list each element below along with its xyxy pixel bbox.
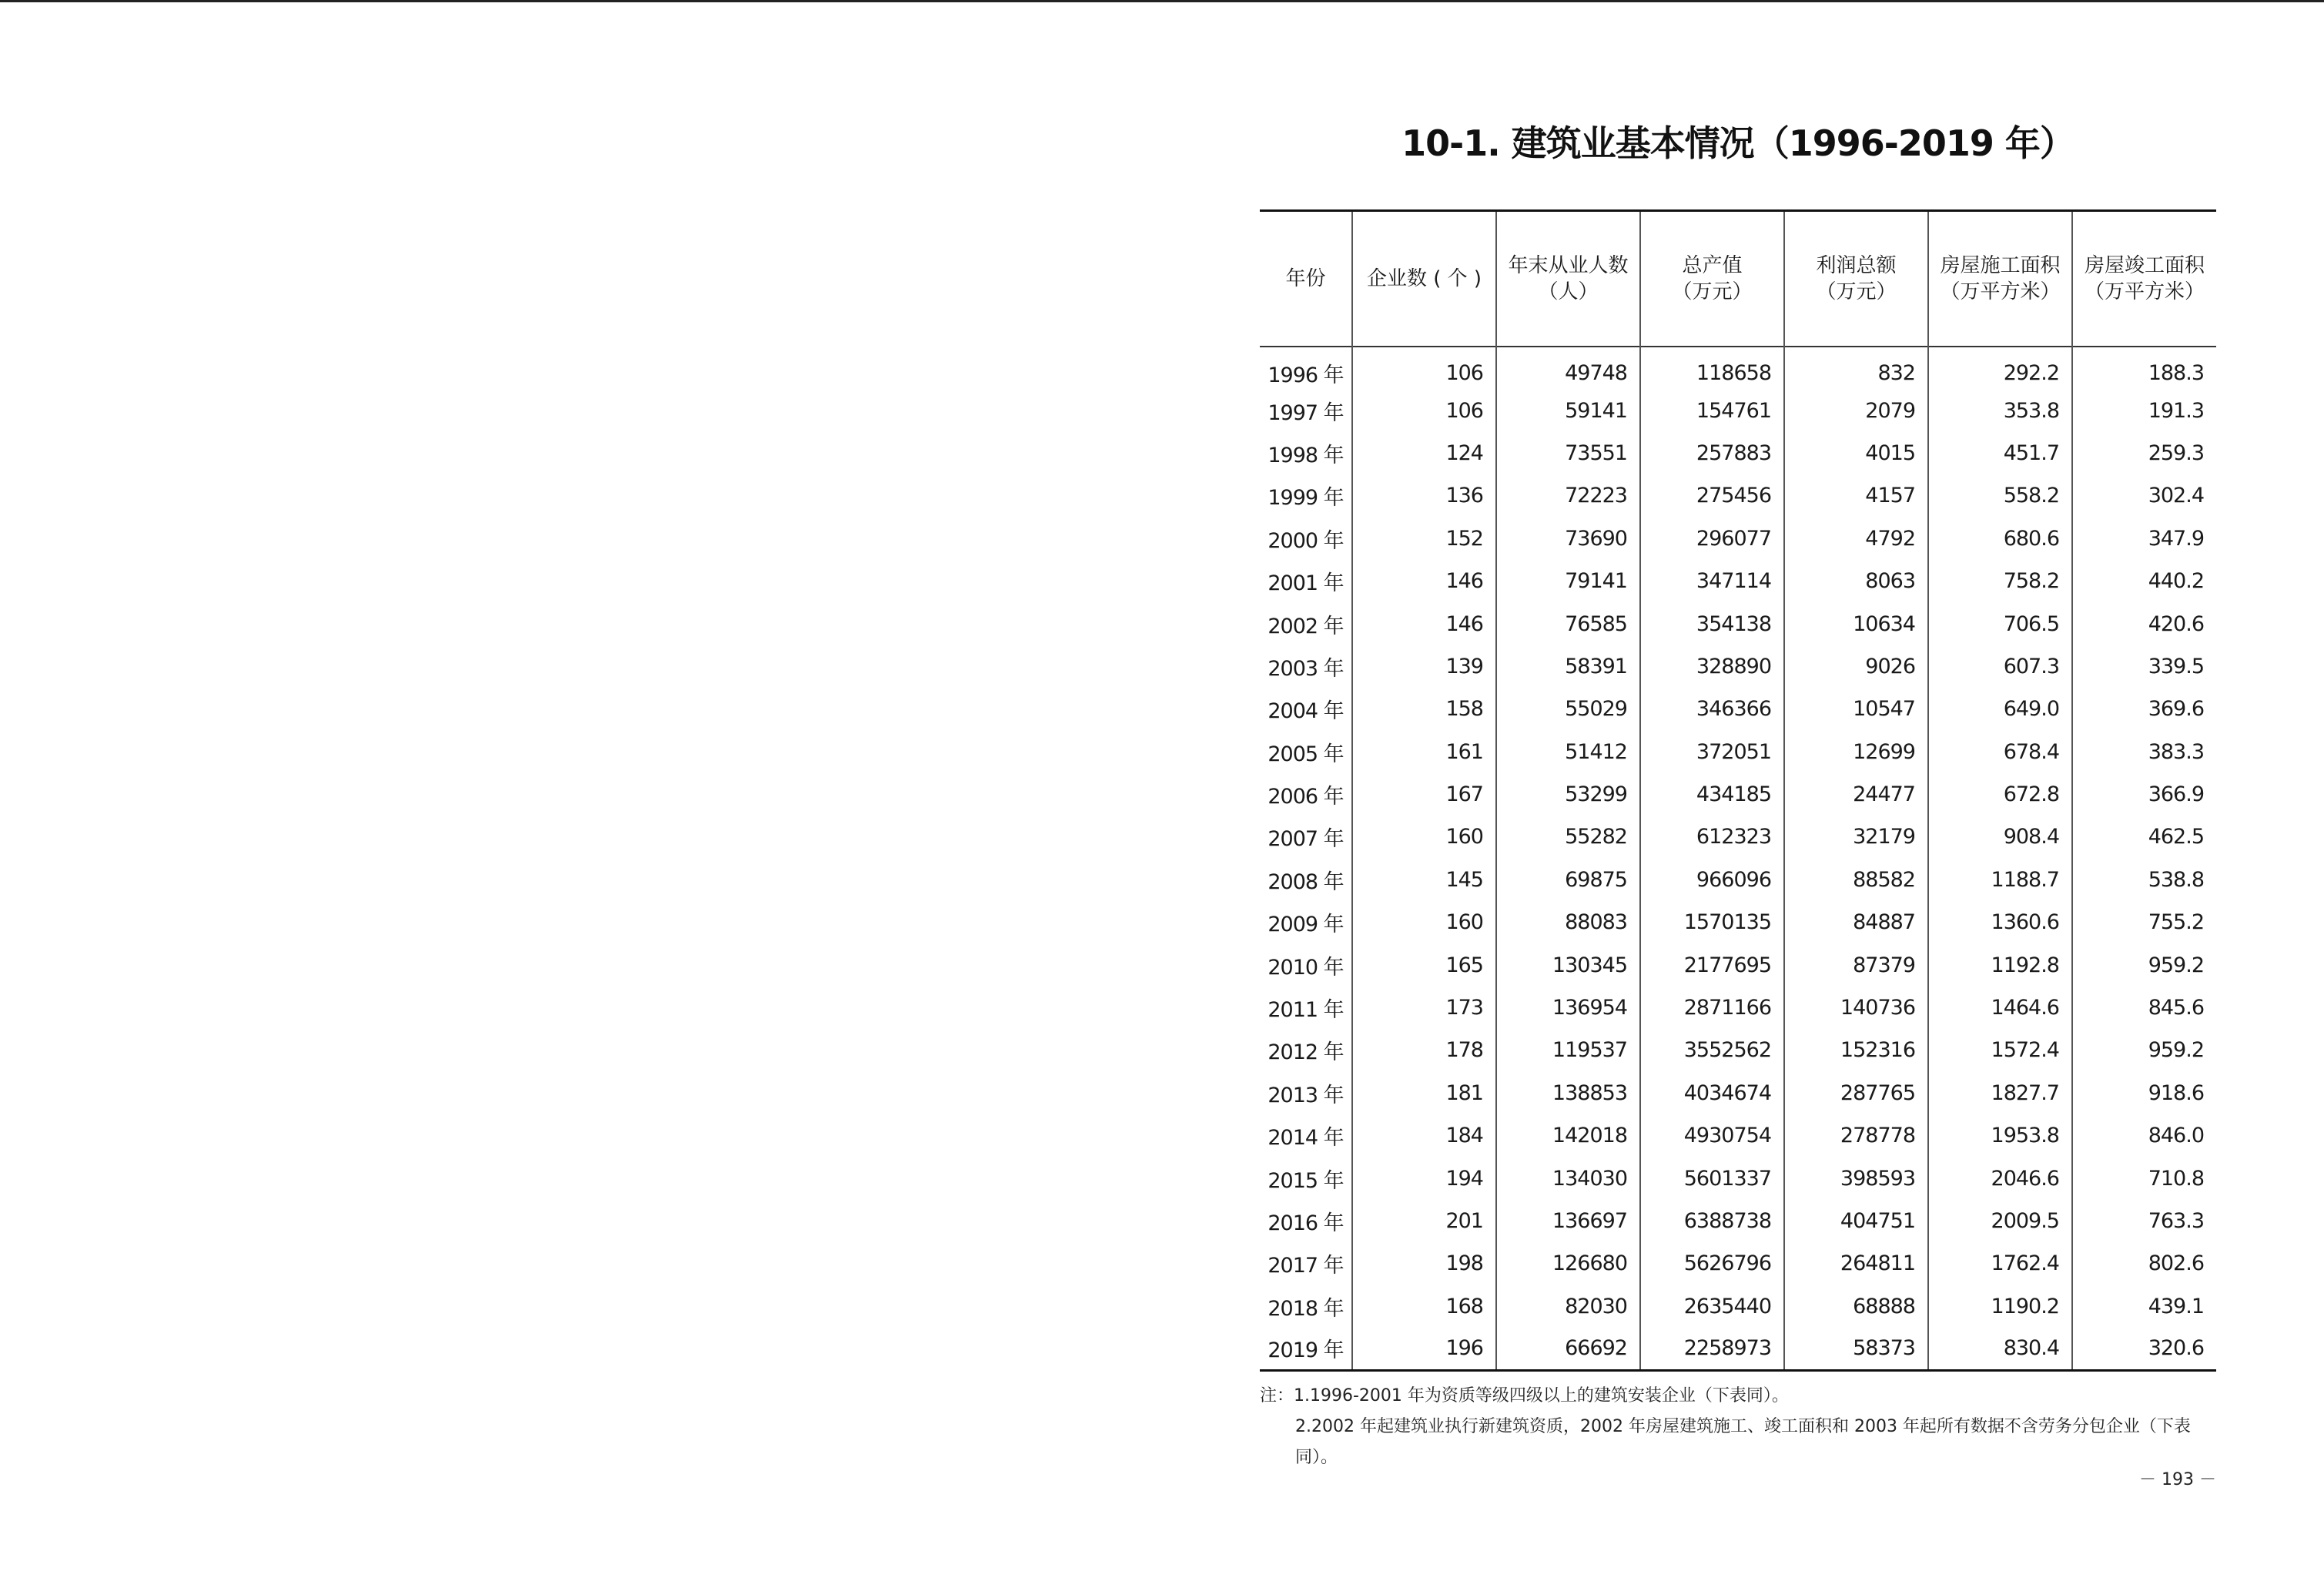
cell-total-profit: 140736 [1784, 987, 1928, 1029]
cell-employees: 55029 [1496, 688, 1640, 730]
cell-employees: 51412 [1496, 731, 1640, 773]
cell-completed-area: 802.6 [2072, 1242, 2216, 1285]
cell-construction-area: 1827.7 [1928, 1072, 2072, 1114]
cell-enterprise-count: 173 [1352, 987, 1496, 1029]
table-row [1260, 1242, 2216, 1285]
table-row [1260, 347, 2216, 389]
cell-employees: 58391 [1496, 645, 1640, 688]
cell-enterprise-count: 178 [1352, 1029, 1496, 1071]
top-border-rule [0, 0, 2324, 2]
header-unit: （万平方米） [2084, 280, 2205, 303]
cell-employees: 76585 [1496, 602, 1640, 645]
cell-completed-area: 366.9 [2072, 773, 2216, 816]
table-header-row [1260, 211, 2216, 347]
cell-year: 2017 年 [1267, 1254, 1344, 1278]
cell-employees: 126680 [1496, 1242, 1640, 1285]
cell-year: 2012 年 [1267, 1040, 1344, 1065]
cell-enterprise-count: 160 [1352, 816, 1496, 858]
cell-output-value: 6388738 [1640, 1200, 1784, 1242]
cell-enterprise-count: 158 [1352, 688, 1496, 730]
table-row [1260, 987, 2216, 1029]
cell-output-value: 4034674 [1640, 1072, 1784, 1114]
table-row [1260, 645, 2216, 688]
cell-construction-area: 451.7 [1928, 432, 2072, 474]
cell-completed-area: 320.6 [2072, 1328, 2216, 1370]
cell-enterprise-count: 184 [1352, 1114, 1496, 1157]
cell-year: 2016 年 [1267, 1211, 1344, 1235]
cell-year: 2002 年 [1267, 614, 1344, 638]
cell-output-value: 2258973 [1640, 1328, 1784, 1370]
header-label: 房屋竣工面积 [2084, 254, 2205, 277]
cell-output-value: 3552562 [1640, 1029, 1784, 1071]
cell-enterprise-count: 106 [1352, 347, 1496, 389]
cell-year: 2001 年 [1267, 571, 1344, 596]
cell-total-profit: 9026 [1784, 645, 1928, 688]
table-row [1260, 474, 2216, 517]
cell-completed-area: 439.1 [2072, 1285, 2216, 1328]
cell-output-value: 154761 [1640, 389, 1784, 431]
cell-total-profit: 2079 [1784, 389, 1928, 431]
table-row [1260, 943, 2216, 986]
table-row [1260, 1029, 2216, 1071]
table-row [1260, 432, 2216, 474]
cell-year: 2007 年 [1267, 827, 1344, 852]
cell-employees: 69875 [1496, 859, 1640, 901]
cell-employees: 119537 [1496, 1029, 1640, 1071]
cell-construction-area: 558.2 [1928, 474, 2072, 517]
header-employees [1496, 211, 1640, 347]
header-label: 企业数 ( 个 ) [1366, 267, 1482, 290]
table-row [1260, 1114, 2216, 1157]
cell-year: 2015 年 [1267, 1168, 1344, 1193]
header-label: 年份 [1285, 267, 1326, 290]
cell-enterprise-count: 168 [1352, 1285, 1496, 1328]
cell-total-profit: 264811 [1784, 1242, 1928, 1285]
table-row [1260, 560, 2216, 602]
cell-enterprise-count: 161 [1352, 731, 1496, 773]
cell-enterprise-count: 139 [1352, 645, 1496, 688]
cell-total-profit: 4015 [1784, 432, 1928, 474]
cell-total-profit: 58373 [1784, 1328, 1928, 1370]
cell-employees: 73551 [1496, 432, 1640, 474]
cell-output-value: 257883 [1640, 432, 1784, 474]
cell-year: 2004 年 [1267, 699, 1344, 724]
header-completed-area [2072, 211, 2216, 347]
cell-construction-area: 680.6 [1928, 518, 2072, 560]
cell-year: 2018 年 [1267, 1296, 1344, 1321]
cell-employees: 79141 [1496, 560, 1640, 602]
header-unit: （万元） [1672, 280, 1753, 303]
cell-employees: 88083 [1496, 901, 1640, 943]
cell-employees: 66692 [1496, 1328, 1640, 1370]
cell-year: 2008 年 [1267, 869, 1344, 894]
cell-year: 1996 年 [1267, 363, 1344, 387]
cell-output-value: 346366 [1640, 688, 1784, 730]
cell-output-value: 354138 [1640, 602, 1784, 645]
cell-enterprise-count: 194 [1352, 1157, 1496, 1199]
cell-completed-area: 959.2 [2072, 1029, 2216, 1071]
cell-enterprise-count: 160 [1352, 901, 1496, 943]
cell-employees: 49748 [1496, 347, 1640, 389]
cell-construction-area: 2046.6 [1928, 1157, 2072, 1199]
cell-employees: 130345 [1496, 943, 1640, 986]
cell-total-profit: 4157 [1784, 474, 1928, 517]
cell-output-value: 118658 [1640, 347, 1784, 389]
cell-year: 2003 年 [1267, 656, 1344, 681]
cell-enterprise-count: 145 [1352, 859, 1496, 901]
cell-completed-area: 462.5 [2072, 816, 2216, 858]
cell-construction-area: 1464.6 [1928, 987, 2072, 1029]
table-notes [1260, 1381, 2216, 1473]
table-row [1260, 901, 2216, 943]
cell-completed-area: 755.2 [2072, 901, 2216, 943]
cell-completed-area: 538.8 [2072, 859, 2216, 901]
cell-completed-area: 420.6 [2072, 602, 2216, 645]
cell-employees: 82030 [1496, 1285, 1640, 1328]
cell-year: 1998 年 [1267, 443, 1344, 467]
cell-employees: 55282 [1496, 816, 1640, 858]
cell-total-profit: 287765 [1784, 1072, 1928, 1114]
header-total-profit [1784, 211, 1928, 347]
cell-output-value: 328890 [1640, 645, 1784, 688]
page-number: － 193 － [2139, 1470, 2216, 1489]
cell-enterprise-count: 106 [1352, 389, 1496, 431]
cell-total-profit: 88582 [1784, 859, 1928, 901]
cell-employees: 142018 [1496, 1114, 1640, 1157]
header-unit: （万平方米） [1940, 280, 2061, 303]
cell-enterprise-count: 181 [1352, 1072, 1496, 1114]
cell-enterprise-count: 198 [1352, 1242, 1496, 1285]
cell-employees: 73690 [1496, 518, 1640, 560]
cell-output-value: 275456 [1640, 474, 1784, 517]
cell-construction-area: 649.0 [1928, 688, 2072, 730]
table-body [1260, 347, 2216, 1370]
cell-output-value: 2871166 [1640, 987, 1784, 1029]
table-row [1260, 1285, 2216, 1328]
table-page [1260, 116, 2216, 1473]
cell-construction-area: 758.2 [1928, 560, 2072, 602]
table-row [1260, 816, 2216, 858]
cell-year: 2000 年 [1267, 528, 1344, 553]
cell-year: 2011 年 [1267, 998, 1344, 1023]
cell-construction-area: 1360.6 [1928, 901, 2072, 943]
table-title: 10-1. 建筑业基本情况（1996-2019 年） [1401, 122, 2075, 164]
cell-output-value: 5626796 [1640, 1242, 1784, 1285]
cell-employees: 136697 [1496, 1200, 1640, 1242]
cell-year: 1999 年 [1267, 486, 1344, 511]
cell-total-profit: 10547 [1784, 688, 1928, 730]
cell-enterprise-count: 165 [1352, 943, 1496, 986]
header-year [1260, 211, 1352, 347]
cell-construction-area: 292.2 [1928, 347, 2072, 389]
cell-construction-area: 1953.8 [1928, 1114, 2072, 1157]
table-row [1260, 731, 2216, 773]
cell-construction-area: 353.8 [1928, 389, 2072, 431]
cell-employees: 53299 [1496, 773, 1640, 816]
cell-employees: 138853 [1496, 1072, 1640, 1114]
cell-completed-area: 846.0 [2072, 1114, 2216, 1157]
table-row [1260, 773, 2216, 816]
cell-total-profit: 278778 [1784, 1114, 1928, 1157]
cell-completed-area: 339.5 [2072, 645, 2216, 688]
construction-stats-table [1260, 209, 2216, 1372]
cell-completed-area: 383.3 [2072, 731, 2216, 773]
cell-year: 2010 年 [1267, 955, 1344, 980]
cell-output-value: 434185 [1640, 773, 1784, 816]
cell-completed-area: 347.9 [2072, 518, 2216, 560]
cell-enterprise-count: 196 [1352, 1328, 1496, 1370]
cell-employees: 136954 [1496, 987, 1640, 1029]
header-label: 房屋施工面积 [1940, 254, 2061, 277]
table-row [1260, 602, 2216, 645]
cell-employees: 134030 [1496, 1157, 1640, 1199]
header-label: 年末从业人数 [1508, 254, 1629, 277]
cell-total-profit: 404751 [1784, 1200, 1928, 1242]
cell-completed-area: 302.4 [2072, 474, 2216, 517]
header-unit: （万元） [1816, 280, 1897, 303]
cell-construction-area: 908.4 [1928, 816, 2072, 858]
table-row [1260, 1200, 2216, 1242]
cell-completed-area: 918.6 [2072, 1072, 2216, 1114]
cell-year: 2014 年 [1267, 1126, 1344, 1151]
cell-construction-area: 1572.4 [1928, 1029, 2072, 1071]
table-row [1260, 688, 2216, 730]
cell-construction-area: 1190.2 [1928, 1285, 2072, 1328]
cell-output-value: 612323 [1640, 816, 1784, 858]
cell-employees: 59141 [1496, 389, 1640, 431]
cell-total-profit: 32179 [1784, 816, 1928, 858]
cell-year: 2006 年 [1267, 785, 1344, 809]
cell-total-profit: 12699 [1784, 731, 1928, 773]
cell-enterprise-count: 152 [1352, 518, 1496, 560]
cell-construction-area: 607.3 [1928, 645, 2072, 688]
cell-construction-area: 830.4 [1928, 1328, 2072, 1370]
cell-completed-area: 763.3 [2072, 1200, 2216, 1242]
cell-total-profit: 84887 [1784, 901, 1928, 943]
cell-output-value: 966096 [1640, 859, 1784, 901]
cell-year: 2005 年 [1267, 742, 1344, 766]
cell-output-value: 296077 [1640, 518, 1784, 560]
header-output-value [1640, 211, 1784, 347]
header-label: 总产值 [1682, 254, 1743, 277]
cell-completed-area: 369.6 [2072, 688, 2216, 730]
cell-year: 2013 年 [1267, 1083, 1344, 1107]
cell-output-value: 2635440 [1640, 1285, 1784, 1328]
cell-output-value: 5601337 [1640, 1157, 1784, 1199]
cell-completed-area: 959.2 [2072, 943, 2216, 986]
table-row [1260, 859, 2216, 901]
cell-construction-area: 678.4 [1928, 731, 2072, 773]
cell-enterprise-count: 124 [1352, 432, 1496, 474]
cell-enterprise-count: 167 [1352, 773, 1496, 816]
cell-enterprise-count: 201 [1352, 1200, 1496, 1242]
cell-completed-area: 710.8 [2072, 1157, 2216, 1199]
cell-completed-area: 188.3 [2072, 347, 2216, 389]
header-enterprise-count [1352, 211, 1496, 347]
table-row [1260, 1157, 2216, 1199]
cell-total-profit: 4792 [1784, 518, 1928, 560]
cell-construction-area: 1188.7 [1928, 859, 2072, 901]
cell-total-profit: 87379 [1784, 943, 1928, 986]
cell-enterprise-count: 146 [1352, 602, 1496, 645]
cell-construction-area: 1762.4 [1928, 1242, 2072, 1285]
cell-total-profit: 24477 [1784, 773, 1928, 816]
cell-output-value: 372051 [1640, 731, 1784, 773]
cell-year: 1997 年 [1267, 400, 1344, 425]
cell-total-profit: 832 [1784, 347, 1928, 389]
cell-completed-area: 191.3 [2072, 389, 2216, 431]
cell-enterprise-count: 136 [1352, 474, 1496, 517]
cell-construction-area: 1192.8 [1928, 943, 2072, 986]
cell-total-profit: 398593 [1784, 1157, 1928, 1199]
cell-total-profit: 152316 [1784, 1029, 1928, 1071]
table-row [1260, 1328, 2216, 1370]
header-unit: （人） [1538, 280, 1599, 303]
cell-completed-area: 440.2 [2072, 560, 2216, 602]
note-1: 注：1.1996-2001 年为资质等级四级以上的建筑安装企业（下表同）。 [1260, 1385, 1789, 1405]
note-2: 2.2002 年起建筑业执行新建筑资质，2002 年房屋建筑施工、竣工面积和 2003 年起所有数据不含劳务分包企业（下表同）。 [1295, 1416, 2191, 1467]
cell-year: 2019 年 [1267, 1338, 1344, 1363]
cell-total-profit: 10634 [1784, 602, 1928, 645]
header-label: 利润总额 [1816, 254, 1897, 277]
cell-total-profit: 8063 [1784, 560, 1928, 602]
cell-total-profit: 68888 [1784, 1285, 1928, 1328]
cell-output-value: 1570135 [1640, 901, 1784, 943]
cell-output-value: 347114 [1640, 560, 1784, 602]
cell-completed-area: 259.3 [2072, 432, 2216, 474]
cell-output-value: 2177695 [1640, 943, 1784, 986]
cell-employees: 72223 [1496, 474, 1640, 517]
cell-enterprise-count: 146 [1352, 560, 1496, 602]
cell-output-value: 4930754 [1640, 1114, 1784, 1157]
cell-year: 2009 年 [1267, 913, 1344, 937]
header-construction-area [1928, 211, 2072, 347]
table-row [1260, 518, 2216, 560]
cell-construction-area: 706.5 [1928, 602, 2072, 645]
table-row [1260, 389, 2216, 431]
cell-construction-area: 2009.5 [1928, 1200, 2072, 1242]
table-row [1260, 1072, 2216, 1114]
cell-construction-area: 672.8 [1928, 773, 2072, 816]
cell-completed-area: 845.6 [2072, 987, 2216, 1029]
